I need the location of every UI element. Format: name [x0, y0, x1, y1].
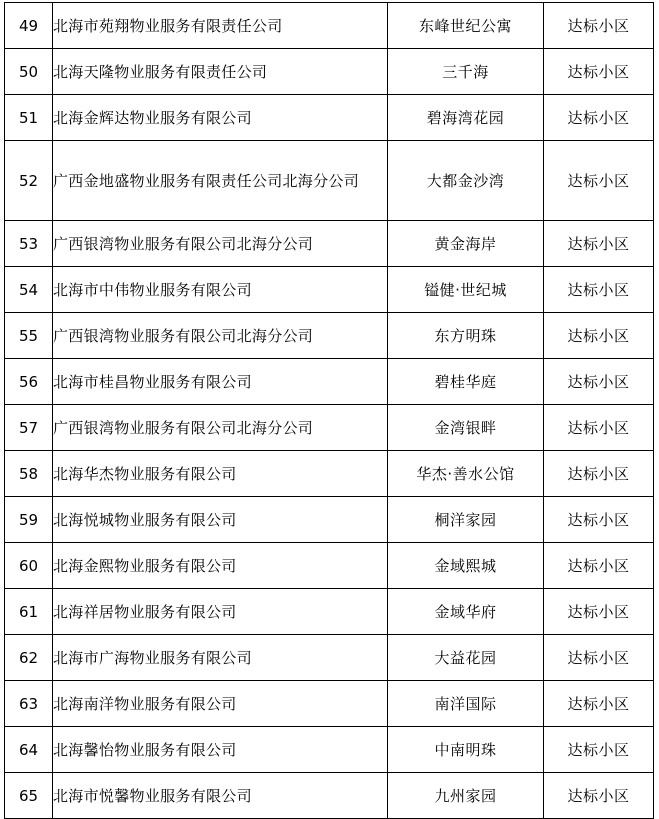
- row-number: 60: [5, 543, 53, 589]
- table-row: [5, 49, 654, 95]
- status-cell: 达标小区: [544, 49, 654, 95]
- table-row: [5, 681, 654, 727]
- company-name: 北海金熙物业服务有限公司: [53, 543, 388, 589]
- status-cell: 达标小区: [544, 451, 654, 497]
- table-row: [5, 221, 654, 267]
- table-row: [5, 141, 654, 221]
- row-number: 58: [5, 451, 53, 497]
- company-name: 北海南洋物业服务有限公司: [53, 681, 388, 727]
- company-name: 广西银湾物业服务有限公司北海分公司: [53, 405, 388, 451]
- estate-name: 碧海湾花园: [388, 95, 544, 141]
- company-name: 北海悦城物业服务有限公司: [53, 497, 388, 543]
- status-cell: 达标小区: [544, 497, 654, 543]
- status-cell: 达标小区: [544, 681, 654, 727]
- row-number: 50: [5, 49, 53, 95]
- table-row: [5, 543, 654, 589]
- status-cell: 达标小区: [544, 3, 654, 49]
- status-cell: 达标小区: [544, 635, 654, 681]
- status-cell: 达标小区: [544, 95, 654, 141]
- status-cell: 达标小区: [544, 773, 654, 819]
- estate-name: 华杰·善水公馆: [388, 451, 544, 497]
- company-name: 北海馨怡物业服务有限公司: [53, 727, 388, 773]
- row-number: 49: [5, 3, 53, 49]
- company-name: 北海市中伟物业服务有限公司: [53, 267, 388, 313]
- row-number: 53: [5, 221, 53, 267]
- company-name: 北海祥居物业服务有限公司: [53, 589, 388, 635]
- row-number: 63: [5, 681, 53, 727]
- estate-name: 三千海: [388, 49, 544, 95]
- status-cell: 达标小区: [544, 405, 654, 451]
- table-row: [5, 95, 654, 141]
- table-row: [5, 267, 654, 313]
- estate-name: 大都金沙湾: [388, 141, 544, 221]
- row-number: 51: [5, 95, 53, 141]
- status-cell: 达标小区: [544, 267, 654, 313]
- status-cell: 达标小区: [544, 543, 654, 589]
- row-number: 65: [5, 773, 53, 819]
- status-cell: 达标小区: [544, 359, 654, 405]
- table-row: [5, 589, 654, 635]
- table-body: [5, 3, 654, 819]
- estate-name: 大益花园: [388, 635, 544, 681]
- property-table: [4, 2, 654, 819]
- company-name: 北海金辉达物业服务有限公司: [53, 95, 388, 141]
- table-row: [5, 405, 654, 451]
- table-row: [5, 727, 654, 773]
- company-name: 北海市悦馨物业服务有限公司: [53, 773, 388, 819]
- row-number: 61: [5, 589, 53, 635]
- estate-name: 镒健·世纪城: [388, 267, 544, 313]
- company-name: 广西银湾物业服务有限公司北海分公司: [53, 221, 388, 267]
- status-cell: 达标小区: [544, 727, 654, 773]
- table-row: [5, 313, 654, 359]
- estate-name: 东方明珠: [388, 313, 544, 359]
- table-row: [5, 451, 654, 497]
- company-name: 北海市桂昌物业服务有限公司: [53, 359, 388, 405]
- status-cell: 达标小区: [544, 313, 654, 359]
- estate-name: 黄金海岸: [388, 221, 544, 267]
- row-number: 62: [5, 635, 53, 681]
- company-name: 北海天隆物业服务有限责任公司: [53, 49, 388, 95]
- estate-name: 桐洋家园: [388, 497, 544, 543]
- estate-name: 东峰世纪公寓: [388, 3, 544, 49]
- estate-name: 中南明珠: [388, 727, 544, 773]
- company-name: 广西银湾物业服务有限公司北海分公司: [53, 313, 388, 359]
- row-number: 56: [5, 359, 53, 405]
- company-name: 广西金地盛物业服务有限责任公司北海分公司: [53, 141, 388, 221]
- row-number: 57: [5, 405, 53, 451]
- company-name: 北海华杰物业服务有限公司: [53, 451, 388, 497]
- company-name: 北海市广海物业服务有限公司: [53, 635, 388, 681]
- table-row: [5, 3, 654, 49]
- estate-name: 碧桂华庭: [388, 359, 544, 405]
- table-row: [5, 635, 654, 681]
- row-number: 64: [5, 727, 53, 773]
- table-row: [5, 497, 654, 543]
- estate-name: 金域熙城: [388, 543, 544, 589]
- row-number: 54: [5, 267, 53, 313]
- table-row: [5, 359, 654, 405]
- estate-name: 南洋国际: [388, 681, 544, 727]
- estate-name: 金湾银畔: [388, 405, 544, 451]
- row-number: 55: [5, 313, 53, 359]
- row-number: 52: [5, 141, 53, 221]
- estate-name: 金域华府: [388, 589, 544, 635]
- status-cell: 达标小区: [544, 141, 654, 221]
- row-number: 59: [5, 497, 53, 543]
- company-name: 北海市苑翔物业服务有限责任公司: [53, 3, 388, 49]
- table-row: [5, 773, 654, 819]
- estate-name: 九州家园: [388, 773, 544, 819]
- status-cell: 达标小区: [544, 221, 654, 267]
- status-cell: 达标小区: [544, 589, 654, 635]
